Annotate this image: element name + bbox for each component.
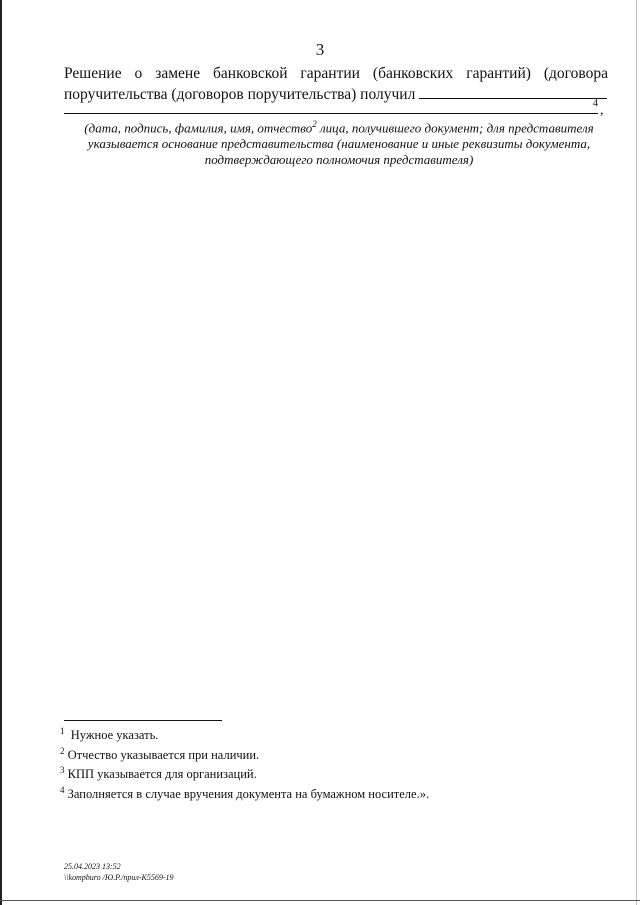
paragraph-line-2-text: поручительства (договоров поручительства) получил — [64, 86, 416, 103]
paragraph-line-2 — [64, 84, 608, 105]
field-caption — [64, 116, 614, 168]
caption-text-a: (дата, подпись, фамилия, имя, отчество — [84, 120, 313, 136]
page-right-edge — [636, 0, 637, 905]
stamp-datetime: 25.04.2023 13:52 — [64, 862, 121, 871]
footnote-item — [60, 744, 429, 764]
page-number: 3 — [315, 40, 325, 59]
recipient-signature-line[interactable] — [64, 113, 598, 114]
footnote-item — [60, 724, 429, 744]
footnote-text: Отчество указывается при наличии. — [67, 747, 260, 762]
footnote-mark: 2 — [60, 745, 65, 756]
caption-text-b: лица, получившего документ; для представителя указывается основание представительства (наименование и иные реквизиты документа, подтверждающего полномочия представителя) — [87, 120, 594, 168]
stamp-file-path: \\kompburo /Ю.Р./прил-К5569-19 — [64, 873, 174, 882]
footnote-item — [60, 763, 429, 783]
footnote-separator — [64, 720, 222, 721]
footnote-mark: 4 — [60, 784, 65, 795]
footnotes — [60, 724, 429, 803]
page-bottom-edge — [0, 900, 640, 901]
footnote-ref-4: 4 — [593, 98, 598, 109]
paragraph-line-1: Решение о замене банковской гарантии (банковских гарантий) (договора — [64, 65, 608, 82]
footnote-text: Заполняется в случае вручения документа на бумажном носителе.». — [67, 787, 430, 802]
footnote-item — [60, 783, 429, 803]
decision-paragraph — [64, 64, 608, 105]
footnote-mark: 1 — [60, 726, 65, 736]
field-comma: , — [600, 103, 604, 118]
print-stamp — [64, 861, 174, 883]
footnote-text: Нужное указать. — [70, 728, 159, 743]
page-left-edge — [0, 0, 2, 905]
recipient-blank-field[interactable] — [419, 84, 607, 99]
footnote-mark: 3 — [60, 765, 65, 776]
footnote-text: КПП указывается для организаций. — [67, 767, 257, 782]
caption-footnote-ref: 2 — [312, 119, 317, 129]
